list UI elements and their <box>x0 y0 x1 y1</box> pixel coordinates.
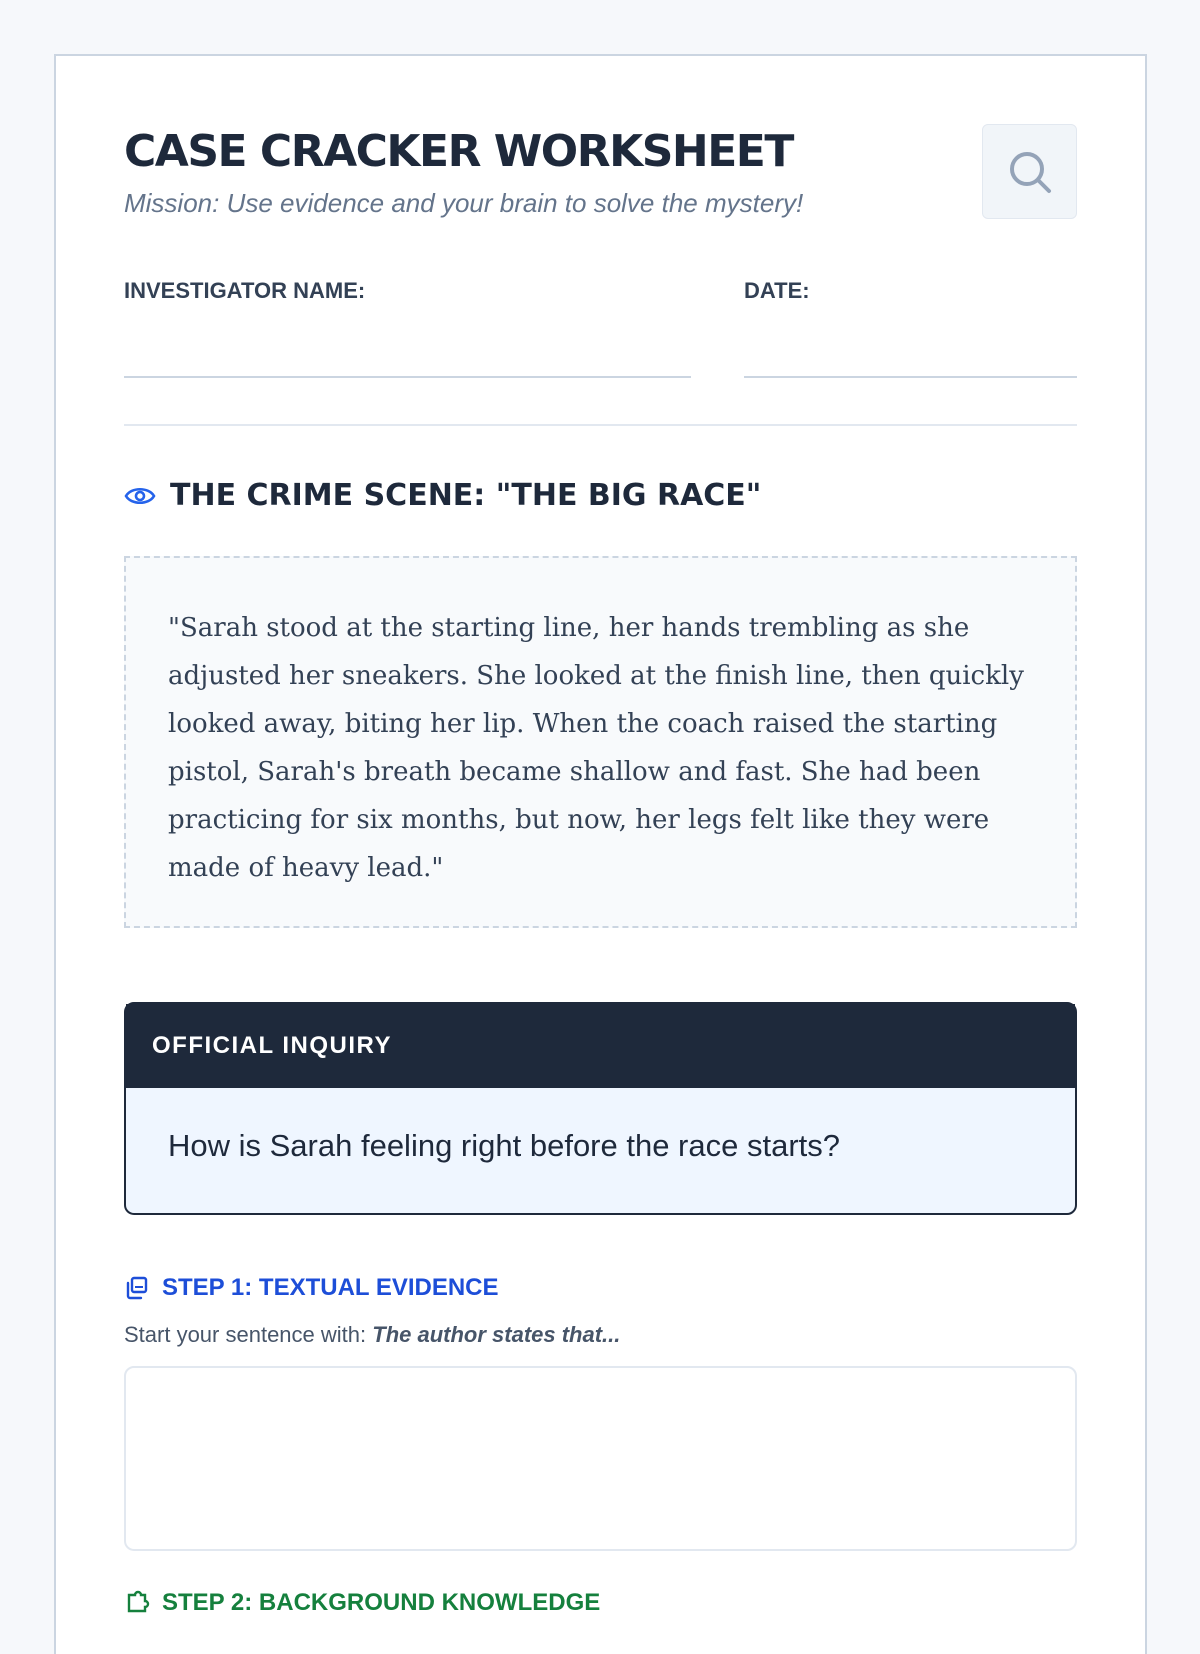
step2-title: STEP 2: BACKGROUND KNOWLEDGE <box>162 1589 601 1616</box>
worksheet-title: CASE CRACKER WORKSHEET <box>124 126 793 177</box>
step1-title: STEP 1: TEXTUAL EVIDENCE <box>162 1274 499 1301</box>
copy-icon <box>124 1275 150 1301</box>
search-button[interactable] <box>982 124 1077 219</box>
search-icon <box>1006 148 1054 196</box>
date-field[interactable] <box>744 376 1077 378</box>
crime-scene-heading <box>124 478 761 513</box>
step1-prompt <box>124 1322 620 1348</box>
eye-icon <box>124 484 156 508</box>
step1-prompt-prefix: Start your sentence with: <box>124 1322 367 1347</box>
date-label: DATE: <box>744 278 810 303</box>
investigator-name-label: INVESTIGATOR NAME: <box>124 278 366 303</box>
crime-scene-passage: "Sarah stood at the starting line, her hands trembling as she adjusted her sneakers. She looked at the finish line, then quickly looked away, biting her lip. When the coach raised the starting pistol, Sarah's breath became shallow and fast. She had been practicing for six months, but now, her legs felt like they were made of heavy lead." <box>124 556 1077 928</box>
worksheet-subtitle: Mission: Use evidence and your brain to solve the mystery! <box>124 188 804 218</box>
step1-heading <box>124 1274 499 1302</box>
step1-sentence-starter: The author states that... <box>372 1322 621 1347</box>
step2-heading <box>124 1589 600 1617</box>
investigator-name-field[interactable] <box>124 376 691 378</box>
crime-scene-title: THE CRIME SCENE: "THE BIG RACE" <box>170 478 762 513</box>
puzzle-icon <box>124 1590 150 1616</box>
inquiry-question: How is Sarah feeling right before the race starts? <box>168 1128 841 1163</box>
official-inquiry-card <box>124 1002 1077 1215</box>
step1-answer-box[interactable] <box>124 1366 1077 1551</box>
official-inquiry-label: OFFICIAL INQUIRY <box>126 1004 1075 1088</box>
worksheet <box>54 54 1147 1654</box>
section-divider <box>124 424 1077 426</box>
